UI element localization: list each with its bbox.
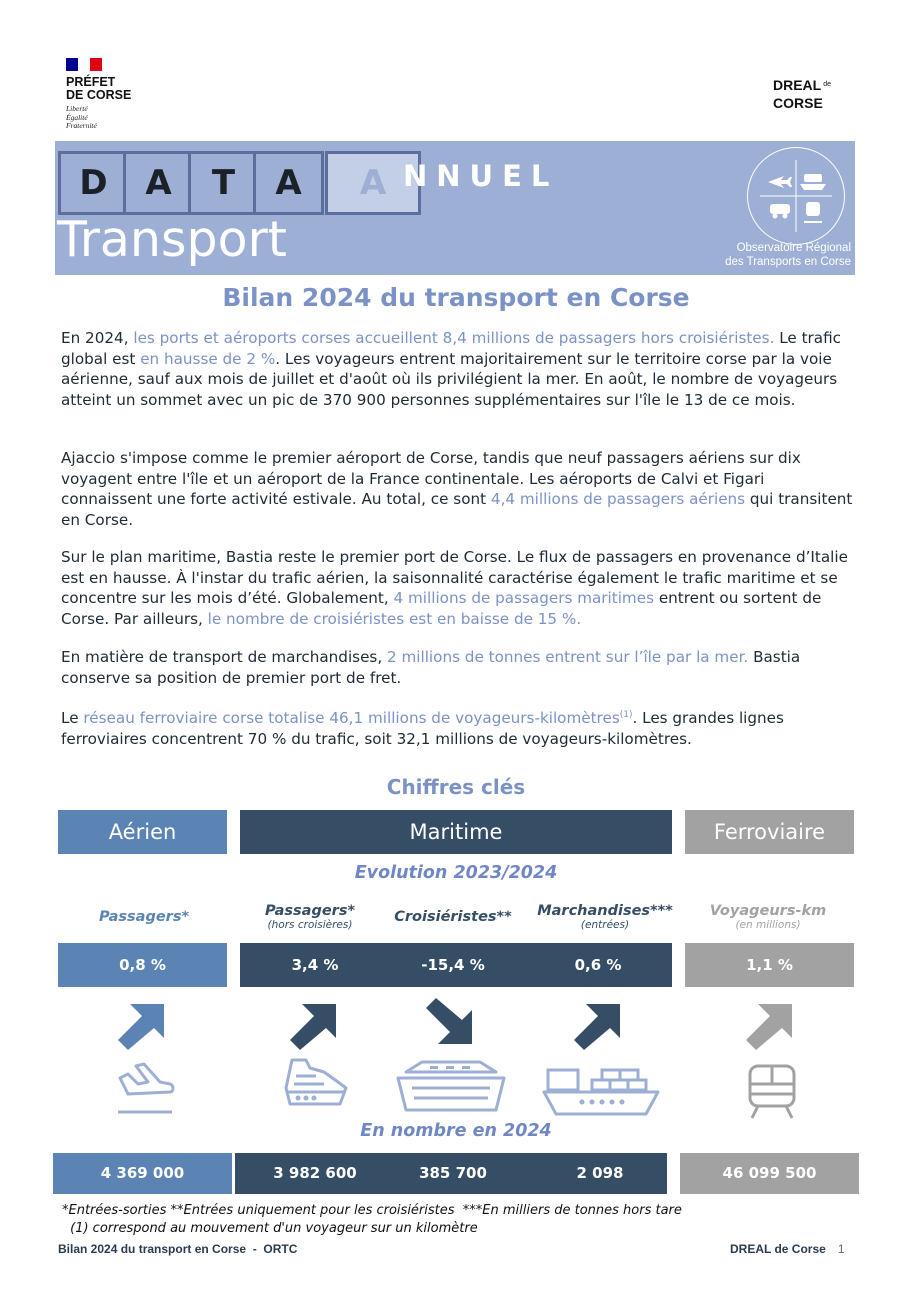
plane-landing-icon <box>114 1060 176 1118</box>
arrow-up-right-icon <box>288 1000 340 1052</box>
count-cruise: 385 700 <box>419 1164 487 1182</box>
count-freight: 2 098 <box>576 1164 624 1182</box>
evolution-bar-ferroviaire <box>685 943 854 987</box>
banner-letter-a2: A <box>253 151 324 215</box>
page-title: Bilan 2024 du transport en Corse <box>222 283 690 312</box>
arrow-up-right-icon <box>572 1000 624 1052</box>
paragraph-text: Le trafic global est <box>61 329 842 368</box>
prefet-logo <box>66 58 131 131</box>
paragraph-text: En 2024, <box>61 329 134 347</box>
evolution-bar-aerien <box>58 943 227 987</box>
indicator-header-cruise: Croisiéristes** <box>394 909 512 925</box>
highlighted-text: les ports et aéroports corses accueillent 8,4 millions de passagers hors croisiéristes. <box>133 329 775 347</box>
count-sea-passengers: 3 982 600 <box>273 1164 357 1182</box>
paragraph-text: . Les voyageurs entrent majoritairement sur le territoire corse par la voie aérienne, sauf aux mois de juillet et d'août où ils privilégient la mer. En août, le nombre de voyageurs atteint un sommet avec un pic de 370 900 personnes supplémentaires sur l'île le 13 de ce mois. <box>61 349 838 409</box>
banner-letter-d: D <box>58 151 129 215</box>
french-flag-icon <box>66 58 102 71</box>
indicator-header-air-passengers: Passagers* <box>98 909 190 925</box>
highlighted-text: 2 millions de tonnes entrent sur l’île par la mer. <box>386 648 749 666</box>
data-annuel-banner <box>55 141 855 275</box>
paragraph-text: Sur le plan maritime, Bastia reste le premier port de Corse. Le flux de passagers en provenance d’Italie est en hausse. À l'instar du trafic aérien, la saisonnalité caractérise également le trafic maritime et se concentre sur les mois d’été. Globalement, <box>61 548 848 607</box>
paragraph-text: entrent ou sortent de Corse. Par ailleurs, <box>61 589 822 628</box>
count-bar-ferroviaire <box>680 1153 859 1194</box>
cruise-ship-icon <box>392 1054 510 1118</box>
category-ferroviaire: Ferroviaire <box>685 810 854 854</box>
highlighted-text: (1) <box>619 710 633 720</box>
page-number: 1 <box>837 1242 845 1256</box>
observatory-logo-icon <box>747 147 845 245</box>
arrow-up-right-icon <box>744 1000 796 1052</box>
footer-document-title: Bilan 2024 du transport en Corse - ORTC <box>58 1242 298 1256</box>
evolution-rail: 1,1 % <box>746 956 793 974</box>
paragraph-sea <box>61 547 856 629</box>
banner-title: Transport <box>57 211 287 268</box>
banner-letter-a: A <box>123 151 194 215</box>
banner-annuel: NNUEL <box>403 159 559 193</box>
paragraph-text: Bastia conserve sa position de premier port de fret. <box>61 648 801 687</box>
train-icon <box>746 1062 798 1120</box>
paragraph-text: . Les grandes lignes ferroviaires concentrent 70 % du trafic, soit 32,1 millions de voyageurs-kilomètres. <box>61 709 784 748</box>
count-bar-aerien <box>53 1153 232 1194</box>
cargo-ship-icon <box>542 1054 660 1118</box>
indicator-header-freight: Marchandises*** (entrées) <box>537 903 673 931</box>
paragraph-rail <box>61 705 856 749</box>
highlighted-text: en hausse de 2 % <box>140 349 276 368</box>
evolution-freight: 0,6 % <box>574 956 622 974</box>
footnote-voyageur-km: (1) correspond au mouvement d'un voyageur sur un kilomètre <box>66 1221 478 1236</box>
highlighted-text: 4 millions de passagers maritimes <box>393 589 654 607</box>
arrow-down-right-icon <box>424 996 476 1048</box>
highlighted-text: le nombre de croisiéristes est en baisse de 15 %. <box>207 609 582 628</box>
count-bar-maritime <box>235 1153 667 1194</box>
count-label: En nombre en 2024 <box>360 1121 552 1141</box>
banner-letter-t: T <box>188 151 259 215</box>
count-rail: 46 099 500 <box>722 1164 817 1182</box>
category-aerien: Aérien <box>58 810 227 854</box>
prefet-name: PRÉFET DE CORSE <box>66 75 132 102</box>
count-air-passengers: 4 369 000 <box>100 1164 185 1182</box>
republic-motto: Liberté Égalité Fraternité <box>66 104 97 130</box>
paragraph-freight <box>61 647 856 688</box>
indicator-header-rail: Voyageurs-km (en millions) <box>709 903 827 931</box>
observatory-name: Observatoire Régional des Transports en Corse <box>725 242 851 268</box>
paragraph-text: En matière de transport de marchandises, <box>61 648 387 666</box>
paragraph-overview <box>61 328 856 410</box>
arrow-up-right-icon <box>116 1000 168 1052</box>
highlighted-text: réseau ferroviaire corse totalise 46,1 millions de voyageurs-kilomètres <box>83 709 620 728</box>
paragraph-text: qui transitent en Corse. <box>61 490 853 529</box>
footnote-definitions: *Entrées-sorties **Entrées uniquement pour les croisiéristes ***En milliers de tonnes hors tare <box>62 1203 682 1218</box>
dreal-logo: DREAL $^{de}$ CORSE <box>773 77 832 111</box>
ferry-icon <box>284 1054 348 1118</box>
evolution-label: Evolution 2023/2024 <box>354 863 558 883</box>
paragraph-text: Le <box>61 709 84 728</box>
evolution-bar-maritime <box>240 943 672 987</box>
paragraph-text: Ajaccio s'impose comme le premier aéroport de Corse, tandis que neuf passagers aériens sur dix voyagent entre l'île et un aéroport de la France continentale. Les aéroports de Calvi et Figari connaissent une forte activité estivale. Au total, ce sont <box>61 449 801 508</box>
banner-letter-annuel-a: A <box>325 151 421 215</box>
key-figures-title: Chiffres clés <box>386 775 526 799</box>
category-maritime: Maritime <box>240 810 672 854</box>
evolution-cruise: -15,4 % <box>421 956 485 974</box>
evolution-air-passengers: 0,8 % <box>119 956 166 974</box>
indicator-header-sea-passengers: Passagers* (hors croisières) <box>264 903 356 931</box>
evolution-sea-passengers: 3,4 % <box>291 956 339 974</box>
highlighted-text: 4,4 millions de passagers aériens <box>490 490 746 508</box>
footer-publisher: DREAL de Corse 1 <box>730 1242 845 1256</box>
paragraph-air <box>61 448 856 530</box>
